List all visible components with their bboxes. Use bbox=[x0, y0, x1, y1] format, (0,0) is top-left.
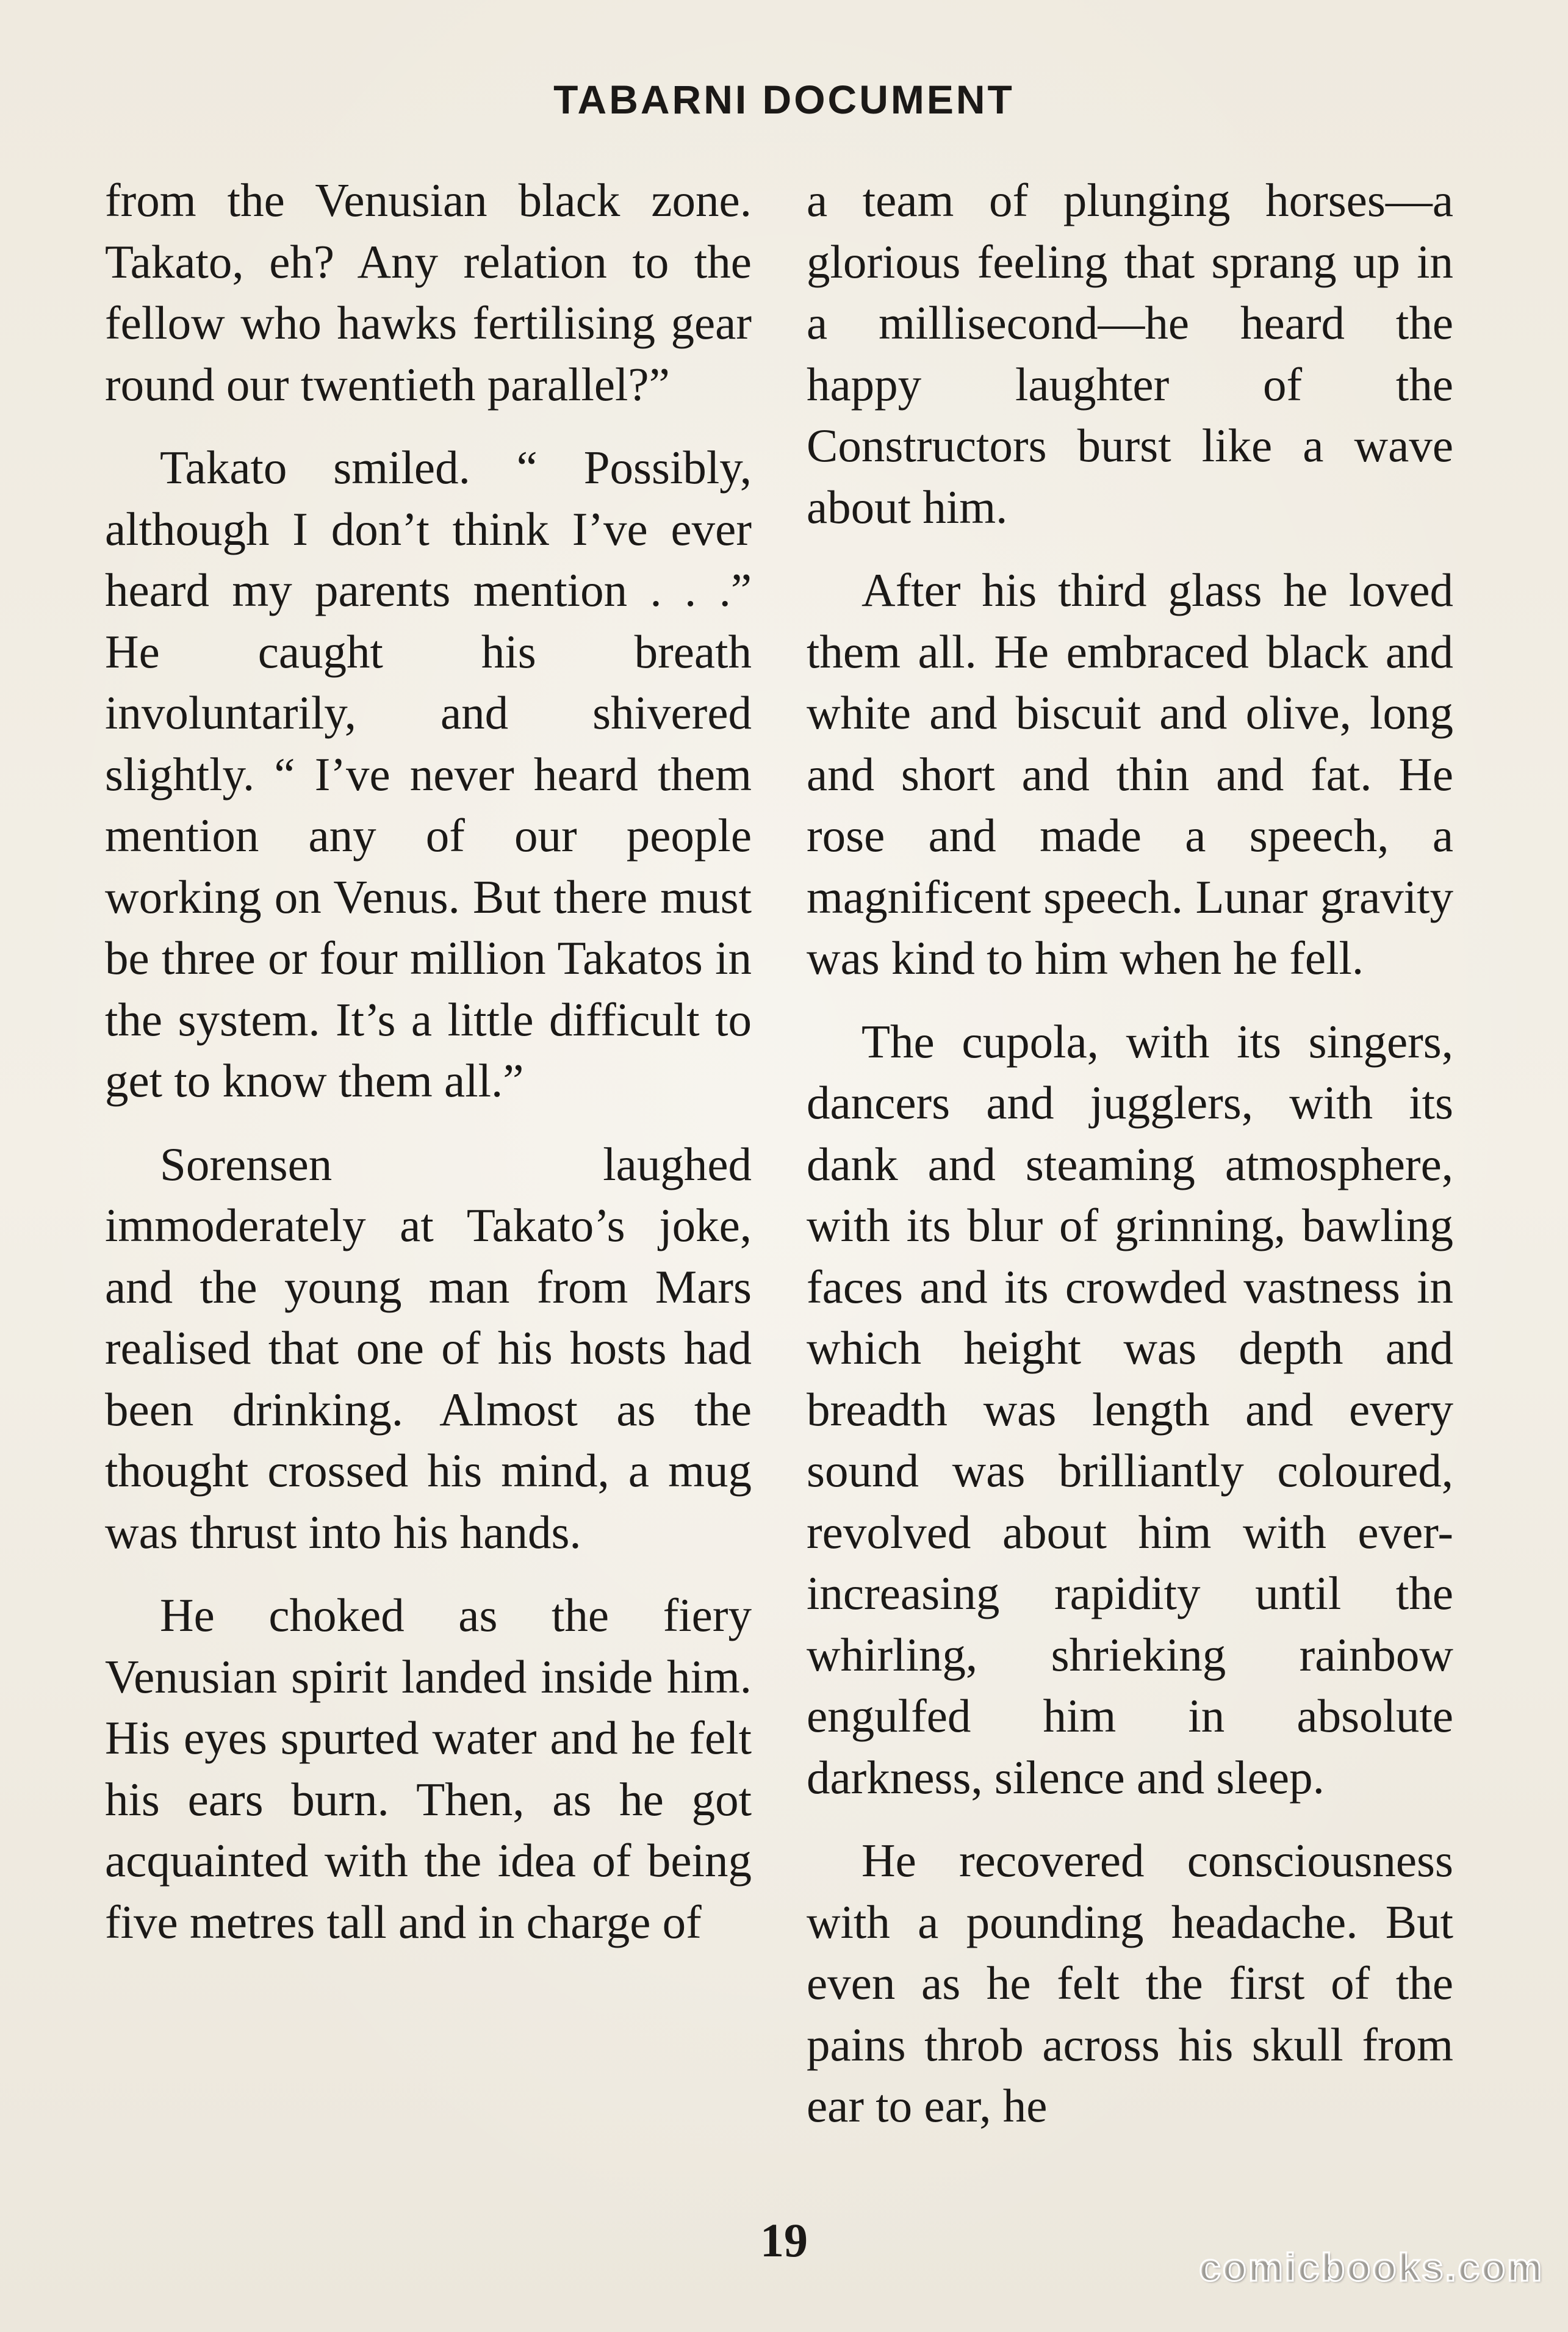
paragraph: Sorensen laughed immoderately at Takato’s joke, and the young man from Mars realised that one of his hosts had been drinking. Almost as the thought crossed his mind, a mug was thrust into his hands. bbox=[105, 1137, 752, 1558]
paragraph: from the Venusian black zone. Takato, eh? Any relation to the fellow who hawks fertilising gear round our twentieth parallel?” bbox=[105, 174, 752, 411]
paragraph: He choked as the fiery Venusian spirit landed inside him. His eyes spurted water and he felt his ears burn. Then, as he got acquainted with the idea of being five metres tall and in charge of bbox=[105, 1589, 752, 1948]
paragraph: He recovered consciousness with a pounding headache. But even as he felt the first of the pains throb across his skull from ear to ear, he bbox=[807, 1834, 1453, 2132]
paragraph: After his third glass he loved them all. He embraced black and white and biscuit and olive, long and short and thin and fat. He rose and made a speech, a magnificent speech. Lunar gravity was kind to him when he fell. bbox=[807, 564, 1453, 984]
right-column bbox=[807, 170, 1453, 2137]
left-column bbox=[105, 170, 752, 1952]
paragraph: Takato smiled. “ Possibly, although I don’t think I’ve ever heard my parents mention . . .” He caught his breath involuntarily, and shivered slightly. “ I’ve never heard them mention any of our people working on Venus. But there must be three or four million Takatos in the system. It’s a little difficult to get to know them all.” bbox=[105, 441, 752, 1107]
watermark: comicbooks.com bbox=[1199, 2245, 1544, 2289]
page-number: 19 bbox=[760, 2214, 808, 2267]
paragraph: The cupola, with its singers, dancers and jugglers, with its dank and steaming atmosphere, with its blur of grinning, bawling faces and its crowded vastness in which height was depth and breadth was length and every sound was brilliantly coloured, revolved about him with ever-increasing rapidity until the whirling, shrieking rainbow engulfed him in absolute darkness, silence and sleep. bbox=[807, 1015, 1453, 1804]
paragraph: a team of plunging horses—a glorious feeling that sprang up in a millisecond—he heard the happy laughter of the Constructors burst like a wave about him. bbox=[807, 174, 1453, 533]
running-head: TABARNI DOCUMENT bbox=[553, 77, 1015, 122]
